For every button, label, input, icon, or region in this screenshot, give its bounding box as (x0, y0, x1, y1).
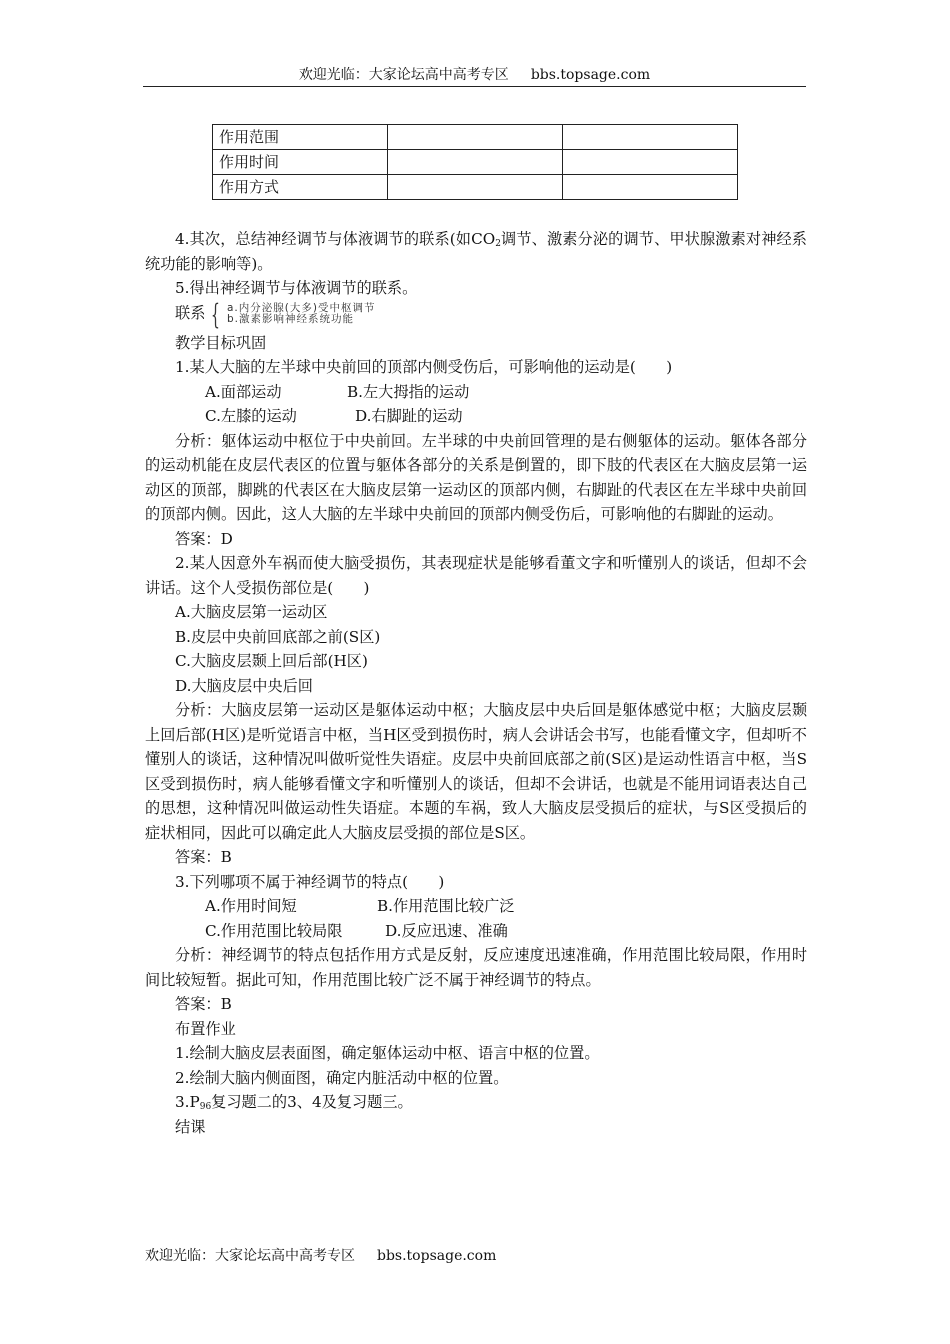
question-3: 3.下列哪项不属于神经调节的特点( ) (175, 872, 445, 891)
header-welcome: 欢迎光临：大家论坛高中高考专区 (298, 67, 509, 83)
table-cell (563, 125, 738, 150)
document-body (145, 227, 807, 1139)
table-cell (388, 150, 563, 175)
table-cell-label: 作用时间 (213, 150, 388, 175)
options-row (145, 919, 807, 944)
option-d: D.右脚趾的运动 (355, 407, 463, 425)
relation-item-a: a.内分泌腺(大多)受中枢调节 (227, 301, 376, 314)
text: 调节、激素分泌的调节、甲状腺激素对神经系统功能的影响等)。 (145, 230, 807, 273)
option-c: C.作用范围比较局限 (205, 921, 343, 940)
options-row (145, 404, 807, 429)
table-cell (388, 175, 563, 200)
relation-item-b: b.激素影响神经系统功能 (227, 312, 355, 325)
relation-label: 联系 (175, 303, 206, 322)
option-b: B.皮层中央前回底部之前(S区) (175, 627, 381, 646)
page-header (143, 66, 806, 84)
table-row (213, 175, 738, 200)
answer-3: 答案：B (175, 995, 232, 1013)
table-cell-label: 作用方式 (213, 175, 388, 200)
analysis-3: 分析：神经调节的特点包括作用方式是反射，反应速度迅速准确，作用范围比较局限，作用时间比较短暂。据此可知，作用范围比较广泛不属于神经调节的特点。 (145, 946, 807, 989)
page-footer (145, 1247, 496, 1265)
question-2: 2.某人因意外车祸而使大脑受损伤，其表现症状是能够看董文字和听懂别人的谈话，但却不会讲话。这个人受损伤部位是( ) (145, 554, 807, 597)
header-divider (143, 86, 806, 87)
table-row (213, 125, 738, 150)
comparison-table (212, 124, 738, 200)
table-cell-label: 作用范围 (213, 125, 388, 150)
homework-2: 2.绘制大脑内侧面图，确定内脏活动中枢的位置。 (175, 1068, 509, 1087)
subscript: 2 (495, 239, 501, 249)
relation-items (227, 303, 375, 325)
option-a: A.大脑皮层第一运动区 (175, 603, 328, 621)
options-row (145, 894, 807, 919)
analysis-2: 分析：大脑皮层第一运动区是躯体运动中枢；大脑皮层中央后回是躯体感觉中枢；大脑皮层颞上回后部(H区)是听觉语言中枢，当H区受到损伤时，病人会讲话会书写，也能看懂文字，但却听不懂别人的谈话，这种情况叫做听觉性失语症。皮层中央前回底部之前(S区)是运动性语言中枢，当S区受到损伤时，病人能够看懂文字和听懂别人的谈话，但却不会讲话，也就是不能用词语表达自己的思想，这种情况叫做运动性失语症。本题的车祸，致人大脑皮层受损后的症状，与S区受损后的症状相同，因此可以确定此人大脑皮层受损的部位是S区。 (145, 701, 807, 842)
answer-1: 答案：D (175, 529, 233, 548)
answer-2: 答案：B (175, 848, 232, 866)
paragraph-step-4 (145, 227, 807, 276)
subscript: 96 (199, 1102, 212, 1112)
homework-3 (145, 1090, 807, 1115)
options-row (145, 380, 807, 405)
table-cell (563, 150, 738, 175)
footer-welcome: 欢迎光临：大家论坛高中高考专区 (145, 1248, 355, 1264)
question-1: 1.某人大脑的左半球中央前回的顶部内侧受伤后，可影响他的运动是( ) (175, 358, 673, 376)
section-title-goal: 教学目标巩固 (175, 333, 267, 352)
text: 4.其次，总结神经调节与体液调节的联系(如CO (175, 230, 496, 248)
option-b: B.作用范围比较广泛 (377, 897, 515, 915)
analysis-1: 分析：躯体运动中枢位于中央前回。左半球的中央前回管理的是右侧躯体的运动。躯体各部分的运动机能在皮层代表区的位置与躯体各部分的关系是倒置的，即下肢的代表区在大脑皮层第一运动区的顶部，脚跳的代表区在大脑皮层第一运动区的顶部内侧，右脚趾的代表区在左半球中央前回的顶部内侧。因此，这人大脑的左半球中央前回的顶部内侧受伤后，可影响他的右脚趾的运动。 (145, 431, 807, 523)
table-cell (563, 175, 738, 200)
class-end: 结课 (175, 1117, 206, 1136)
table-row (213, 150, 738, 175)
text: 复习题二的3、4及复习题三。 (211, 1093, 413, 1111)
option-b: B.左大拇指的运动 (347, 382, 470, 401)
footer-url[interactable]: bbs.topsage.com (377, 1248, 497, 1264)
brace-icon: { (211, 297, 220, 331)
homework-1: 1.绘制大脑皮层表面图，确定躯体运动中枢、语言中枢的位置。 (175, 1044, 600, 1062)
option-a: A.作用时间短 (205, 897, 297, 915)
option-c: C.大脑皮层颞上回后部(H区) (175, 652, 368, 670)
header-url[interactable]: bbs.topsage.com (530, 67, 651, 83)
option-d: D.反应迅速、准确 (385, 921, 508, 940)
option-d: D.大脑皮层中央后回 (175, 676, 313, 695)
paragraph-step-5: 5.得出神经调节与体液调节的联系。 (175, 279, 418, 297)
option-c: C.左膝的运动 (205, 407, 297, 425)
relation-diagram (145, 297, 807, 331)
table-cell (388, 125, 563, 150)
text: 3.P (175, 1093, 200, 1111)
section-title-homework: 布置作业 (175, 1019, 236, 1038)
option-a: A.面部运动 (205, 382, 282, 401)
